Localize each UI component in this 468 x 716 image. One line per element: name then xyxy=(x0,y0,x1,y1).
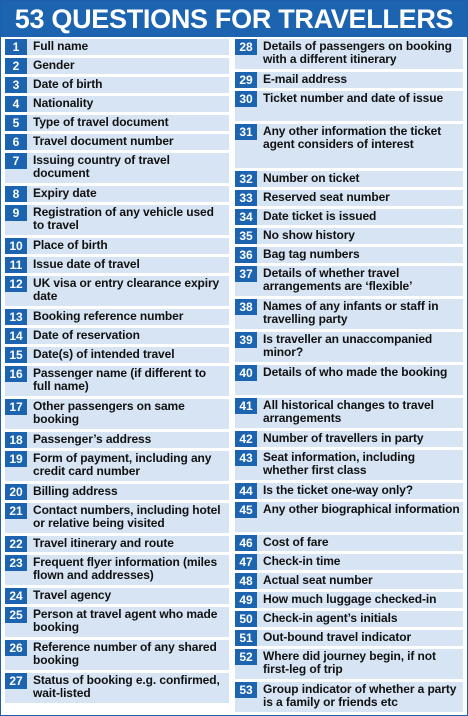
item-number-badge: 8 xyxy=(5,186,27,202)
item-text: Full name xyxy=(33,39,89,53)
item-text: E-mail address xyxy=(263,72,347,86)
item-text: Travel document number xyxy=(33,134,174,148)
list-item xyxy=(235,332,463,362)
item-text: Travel agency xyxy=(33,588,112,602)
list-item xyxy=(235,91,463,121)
list-item xyxy=(235,365,463,395)
item-text: All historical changes to travel arrangements xyxy=(263,398,434,425)
list-item xyxy=(235,209,463,225)
item-number-badge: 32 xyxy=(235,171,257,187)
item-number-badge: 15 xyxy=(5,347,27,363)
item-number-badge: 52 xyxy=(235,649,257,665)
item-text: Is traveller an unaccompanied minor? xyxy=(263,332,433,359)
list-item xyxy=(5,77,229,93)
list-item xyxy=(235,171,463,187)
item-text: Contact numbers, including hotel or relative being visited xyxy=(33,503,221,530)
list-item xyxy=(235,228,463,244)
item-number-badge: 51 xyxy=(235,630,257,646)
item-number-badge: 4 xyxy=(5,96,27,112)
item-text: Any other information the ticket agent considers of interest xyxy=(263,124,442,151)
item-text: Place of birth xyxy=(33,238,108,252)
item-number-badge: 7 xyxy=(5,153,27,169)
item-text: No show history xyxy=(263,228,355,242)
item-text: Reference number of any shared booking xyxy=(33,640,217,667)
list-item xyxy=(235,682,463,712)
list-item xyxy=(235,450,463,480)
item-text: How much luggage checked-in xyxy=(263,592,437,606)
item-number-badge: 19 xyxy=(5,451,27,467)
item-number-badge: 1 xyxy=(5,39,27,55)
list-item xyxy=(235,502,463,532)
item-text: Details of passengers on booking with a different itinerary xyxy=(263,39,452,66)
item-number-badge: 20 xyxy=(5,484,27,500)
list-item xyxy=(235,554,463,570)
item-text: Is the ticket one-way only? xyxy=(263,483,414,497)
item-text: Ticket number and date of issue xyxy=(263,91,444,105)
item-number-badge: 30 xyxy=(235,91,257,107)
item-number-badge: 46 xyxy=(235,535,257,551)
list-item xyxy=(235,431,463,447)
list-item xyxy=(5,205,229,235)
item-text: Nationality xyxy=(33,96,94,110)
item-text: Group indicator of whether a party is a family or friends etc xyxy=(263,682,457,709)
list-item xyxy=(235,649,463,679)
item-number-badge: 22 xyxy=(5,536,27,552)
list-item xyxy=(5,58,229,74)
list-item xyxy=(235,630,463,646)
item-number-badge: 36 xyxy=(235,247,257,263)
item-text: Bag tag numbers xyxy=(263,247,360,261)
item-text: Form of payment, including any credit card number xyxy=(33,451,212,478)
item-text: Expiry date xyxy=(33,186,97,200)
list-item xyxy=(5,238,229,254)
list-item xyxy=(235,483,463,499)
item-number-badge: 34 xyxy=(235,209,257,225)
list-item xyxy=(235,72,463,88)
list-item xyxy=(5,607,229,637)
item-number-badge: 47 xyxy=(235,554,257,570)
item-number-badge: 24 xyxy=(5,588,27,604)
item-text: Billing address xyxy=(33,484,118,498)
list-item xyxy=(5,153,229,183)
list-item xyxy=(5,115,229,131)
list-item xyxy=(5,399,229,429)
item-text: Date ticket is issued xyxy=(263,209,377,223)
item-number-badge: 40 xyxy=(235,365,257,381)
item-text: Travel itinerary and route xyxy=(33,536,174,550)
item-text: Date of birth xyxy=(33,77,103,91)
list-item xyxy=(5,347,229,363)
list-item xyxy=(5,555,229,585)
list-item xyxy=(5,451,229,481)
item-number-badge: 44 xyxy=(235,483,257,499)
list-item xyxy=(235,266,463,296)
item-number-badge: 10 xyxy=(5,238,27,254)
item-text: Person at travel agent who made booking xyxy=(33,607,218,634)
item-text: Other passengers on same booking xyxy=(33,399,185,426)
page-title: 53 QUESTIONS FOR TRAVELLERS xyxy=(1,1,467,37)
list-item xyxy=(5,432,229,448)
list-item xyxy=(5,186,229,202)
item-number-badge: 25 xyxy=(5,607,27,623)
item-number-badge: 23 xyxy=(5,555,27,571)
item-number-badge: 17 xyxy=(5,399,27,415)
list-item xyxy=(235,611,463,627)
item-number-badge: 37 xyxy=(235,266,257,282)
item-number-badge: 38 xyxy=(235,299,257,315)
item-text: UK visa or entry clearance expiry date xyxy=(33,276,220,303)
item-number-badge: 45 xyxy=(235,502,257,518)
item-number-badge: 9 xyxy=(5,205,27,221)
list-item xyxy=(235,573,463,589)
list-item xyxy=(235,247,463,263)
item-text: Registration of any vehicle used to travel xyxy=(33,205,214,232)
item-text: Issuing country of travel document xyxy=(33,153,170,180)
item-text: Booking reference number xyxy=(33,309,184,323)
item-text: Date of reservation xyxy=(33,328,140,342)
list-item xyxy=(5,588,229,604)
list-item xyxy=(235,592,463,608)
item-text: Names of any infants or staff in travelling party xyxy=(263,299,439,326)
item-text: Date(s) of intended travel xyxy=(33,347,175,361)
item-number-badge: 26 xyxy=(5,640,27,656)
item-number-badge: 18 xyxy=(5,432,27,448)
item-text: Check-in time xyxy=(263,554,341,568)
item-text: Number on ticket xyxy=(263,171,360,185)
item-text: Where did journey begin, if not first-leg of trip xyxy=(263,649,436,676)
list-item xyxy=(5,366,229,396)
list-item xyxy=(235,124,463,168)
item-number-badge: 31 xyxy=(235,124,257,140)
item-text: Number of travellers in party xyxy=(263,431,424,445)
item-text: Out-bound travel indicator xyxy=(263,630,412,644)
item-text: Actual seat number xyxy=(263,573,373,587)
item-text: Gender xyxy=(33,58,75,72)
list-item xyxy=(5,276,229,306)
list-item xyxy=(235,535,463,551)
list-item xyxy=(5,503,229,533)
item-number-badge: 13 xyxy=(5,309,27,325)
list-item xyxy=(5,328,229,344)
list-item xyxy=(5,673,229,703)
item-number-badge: 12 xyxy=(5,276,27,292)
item-text: Any other biographical information xyxy=(263,502,460,516)
item-text: Type of travel document xyxy=(33,115,169,129)
item-number-badge: 16 xyxy=(5,366,27,382)
item-number-badge: 6 xyxy=(5,134,27,150)
list-item xyxy=(5,96,229,112)
list-item xyxy=(5,536,229,552)
item-number-badge: 41 xyxy=(235,398,257,414)
item-number-badge: 5 xyxy=(5,115,27,131)
list-item xyxy=(235,190,463,206)
item-number-badge: 28 xyxy=(235,39,257,55)
list-item xyxy=(235,299,463,329)
item-number-badge: 29 xyxy=(235,72,257,88)
item-text: Passenger’s address xyxy=(33,432,152,446)
list-item xyxy=(5,134,229,150)
item-number-badge: 3 xyxy=(5,77,27,93)
item-text: Details of who made the booking xyxy=(263,365,448,379)
item-number-badge: 39 xyxy=(235,332,257,348)
list-item xyxy=(235,398,463,428)
list-item xyxy=(5,640,229,670)
item-text: Check-in agent’s initials xyxy=(263,611,398,625)
item-number-badge: 14 xyxy=(5,328,27,344)
item-text: Reserved seat number xyxy=(263,190,390,204)
list-item xyxy=(5,484,229,500)
item-text: Passenger name (if different to full name) xyxy=(33,366,206,393)
list-item xyxy=(235,39,463,69)
item-text: Cost of fare xyxy=(263,535,329,549)
item-number-badge: 43 xyxy=(235,450,257,466)
item-number-badge: 42 xyxy=(235,431,257,447)
list-item xyxy=(5,39,229,55)
item-text: Issue date of travel xyxy=(33,257,140,271)
item-number-badge: 35 xyxy=(235,228,257,244)
item-text: Frequent flyer information (miles flown and addresses) xyxy=(33,555,218,582)
list-item xyxy=(5,309,229,325)
list-item xyxy=(5,257,229,273)
item-number-badge: 49 xyxy=(235,592,257,608)
item-number-badge: 2 xyxy=(5,58,27,74)
item-number-badge: 50 xyxy=(235,611,257,627)
item-number-badge: 11 xyxy=(5,257,27,273)
item-number-badge: 33 xyxy=(235,190,257,206)
item-text: Seat information, including whether first class xyxy=(263,450,415,477)
item-text: Status of booking e.g. confirmed, wait-listed xyxy=(33,673,220,700)
item-number-badge: 48 xyxy=(235,573,257,589)
item-number-badge: 21 xyxy=(5,503,27,519)
item-text: Details of whether travel arrangements are ‘flexible’ xyxy=(263,266,413,293)
item-number-badge: 53 xyxy=(235,682,257,698)
item-number-badge: 27 xyxy=(5,673,27,689)
